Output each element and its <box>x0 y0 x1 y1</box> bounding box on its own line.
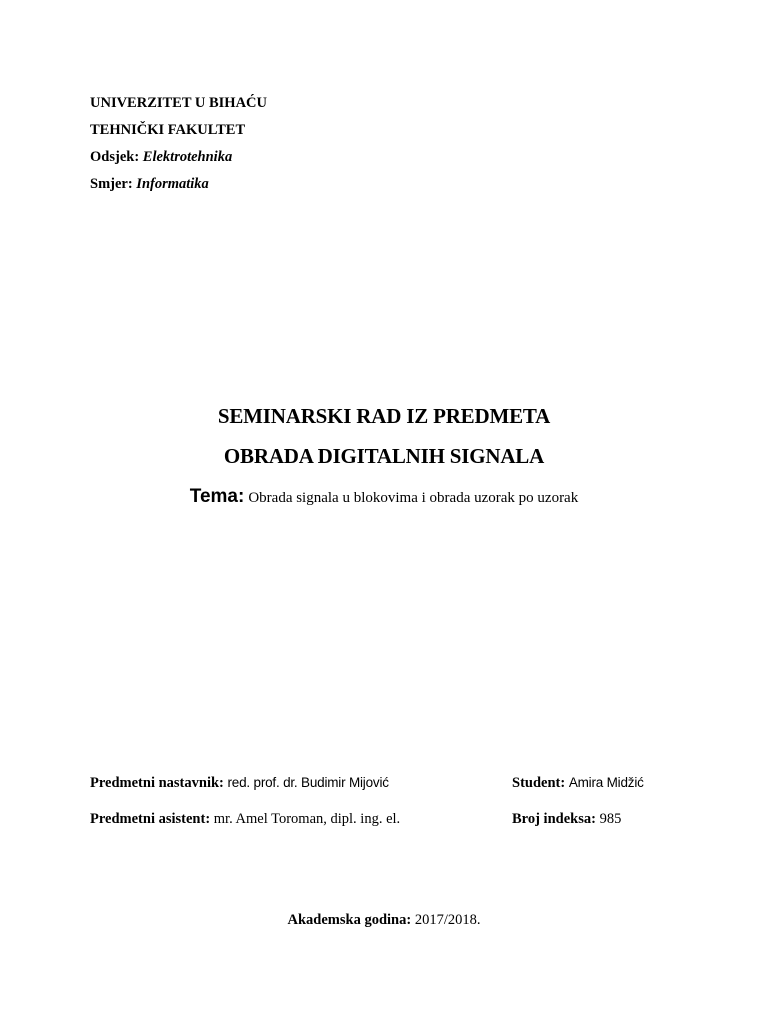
assistant-line <box>90 811 400 828</box>
academic-year-label: Akademska godina: <box>287 912 412 928</box>
teacher-line <box>90 775 389 792</box>
major-label: Smjer: <box>90 176 133 192</box>
academic-year-line <box>0 912 768 929</box>
student-label: Student: <box>512 775 566 791</box>
student-value: Amira Midžić <box>568 775 644 790</box>
assistant-label: Predmetni asistent: <box>90 811 211 827</box>
teacher-label: Predmetni nastavnik: <box>90 775 224 791</box>
theme-text: Obrada signala u blokovima i obrada uzorak po uzorak <box>248 490 579 506</box>
academic-year-value: 2017/2018. <box>414 912 481 928</box>
department-value: Elektrotehnika <box>142 149 233 165</box>
university-name: UNIVERZITET U BIHAĆU <box>90 95 267 111</box>
index-label: Broj indeksa: <box>512 811 596 827</box>
institution-header <box>90 90 267 198</box>
assistant-value: mr. Amel Toroman, dipl. ing. el. <box>213 811 401 827</box>
theme-label: Tema: <box>189 486 245 507</box>
department-label: Odsjek: <box>90 149 140 165</box>
index-line <box>512 811 621 828</box>
student-line <box>512 775 644 792</box>
major-line <box>90 171 267 198</box>
department-line <box>90 144 267 171</box>
theme-line <box>0 486 768 508</box>
title-line-1: SEMINARSKI RAD IZ PREDMETA <box>217 404 551 428</box>
major-value: Informatika <box>136 176 209 192</box>
faculty-name: TEHNIČKI FAKULTET <box>90 122 246 138</box>
title-line-2: OBRADA DIGITALNIH SIGNALA <box>223 444 545 468</box>
teacher-value: red. prof. dr. Budimir Mijović <box>227 775 389 790</box>
index-value: 985 <box>599 811 622 827</box>
document-title <box>0 396 768 476</box>
